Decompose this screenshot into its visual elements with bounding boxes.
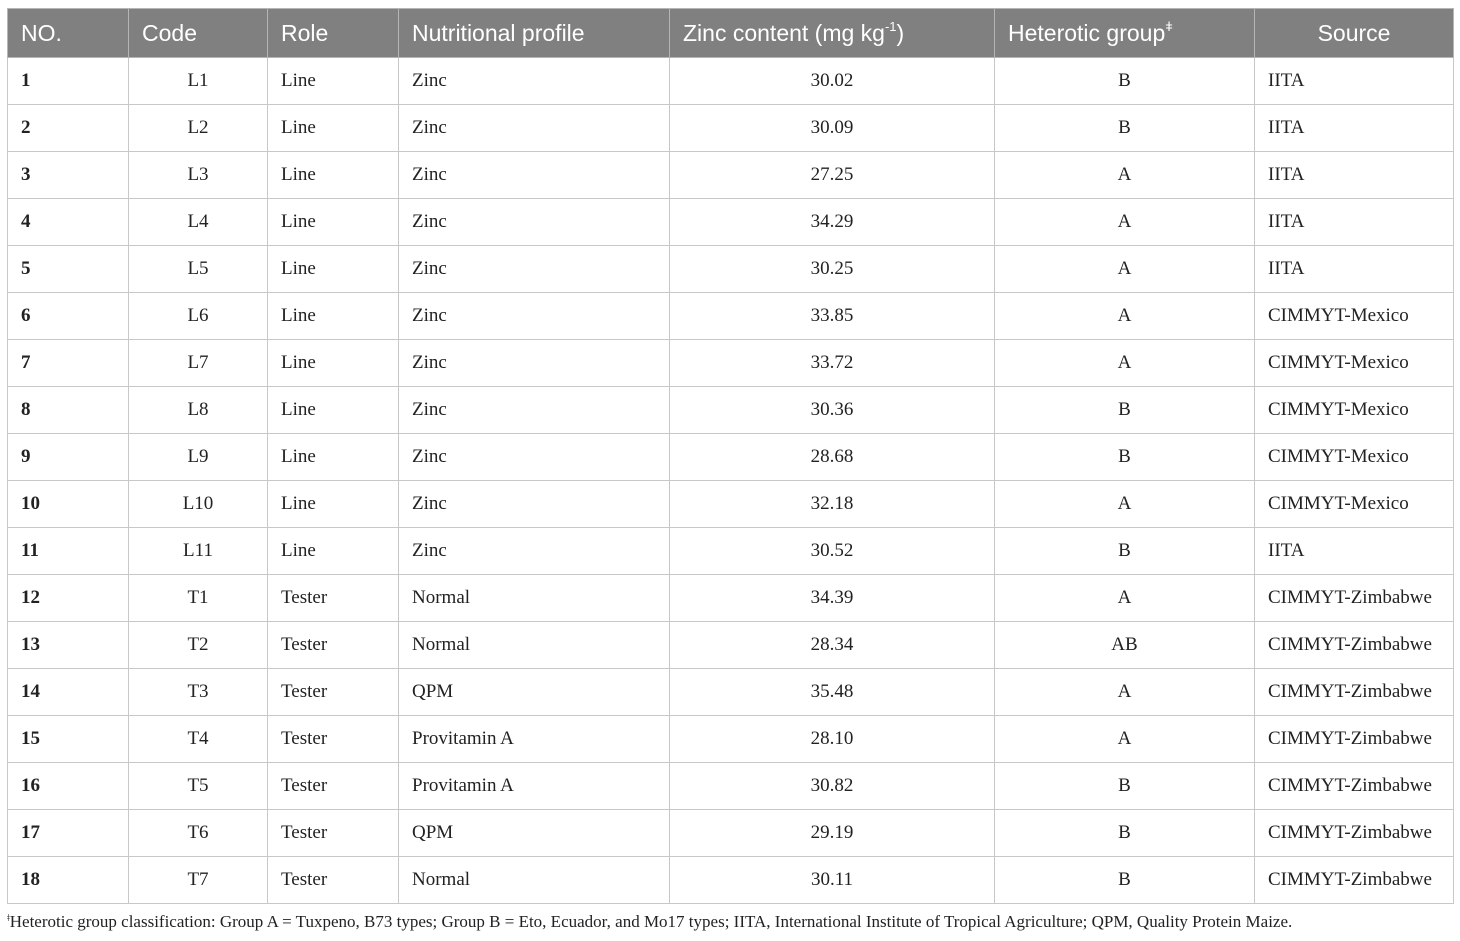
header-nutritional-profile: Nutritional profile [399,9,670,58]
table-header [8,9,1454,58]
table-row [8,58,1454,105]
cell-role: Line [268,481,399,528]
table-row [8,387,1454,434]
cell-source: CIMMYT-Zimbabwe [1255,716,1454,763]
cell-role: Line [268,387,399,434]
cell-zinc-content: 35.48 [670,669,995,716]
cell-source: CIMMYT-Mexico [1255,293,1454,340]
cell-code: L2 [129,105,268,152]
cell-no: 12 [8,575,129,622]
table-row [8,434,1454,481]
cell-nutritional-profile: Zinc [399,293,670,340]
cell-role: Line [268,199,399,246]
cell-source: IITA [1255,58,1454,105]
cell-nutritional-profile: Normal [399,857,670,904]
data-table [7,8,1454,904]
cell-zinc-content: 29.19 [670,810,995,857]
cell-role: Tester [268,763,399,810]
cell-zinc-content: 33.85 [670,293,995,340]
cell-no: 4 [8,199,129,246]
cell-nutritional-profile: Zinc [399,481,670,528]
table-footnote [7,912,1292,932]
cell-heterotic-group: A [995,152,1255,199]
cell-zinc-content: 28.10 [670,716,995,763]
cell-heterotic-group: A [995,481,1255,528]
cell-heterotic-group: B [995,387,1255,434]
cell-code: T2 [129,622,268,669]
cell-no: 7 [8,340,129,387]
cell-nutritional-profile: Provitamin A [399,763,670,810]
cell-heterotic-group: B [995,810,1255,857]
header-no: NO. [8,9,129,58]
cell-nutritional-profile: Zinc [399,152,670,199]
cell-no: 9 [8,434,129,481]
header-zinc-content [670,9,995,58]
cell-source: IITA [1255,105,1454,152]
cell-heterotic-group: A [995,293,1255,340]
cell-role: Line [268,152,399,199]
cell-code: L5 [129,246,268,293]
cell-source: CIMMYT-Mexico [1255,340,1454,387]
header-source: Source [1255,9,1454,58]
table-row [8,293,1454,340]
cell-heterotic-group: AB [995,622,1255,669]
cell-nutritional-profile: Normal [399,622,670,669]
cell-nutritional-profile: Zinc [399,387,670,434]
cell-code: T3 [129,669,268,716]
cell-no: 1 [8,58,129,105]
cell-nutritional-profile: Provitamin A [399,716,670,763]
table-row [8,152,1454,199]
cell-nutritional-profile: Normal [399,575,670,622]
cell-code: L3 [129,152,268,199]
cell-no: 13 [8,622,129,669]
cell-code: L7 [129,340,268,387]
header-zinc-close: ) [896,20,905,46]
header-zinc-label: Zinc content (mg kg [683,20,885,46]
cell-source: CIMMYT-Mexico [1255,434,1454,481]
cell-nutritional-profile: Zinc [399,199,670,246]
cell-code: L1 [129,58,268,105]
footnote-mark: ǂ [7,912,10,924]
cell-code: T4 [129,716,268,763]
table-row [8,105,1454,152]
cell-source: CIMMYT-Mexico [1255,387,1454,434]
cell-no: 17 [8,810,129,857]
cell-zinc-content: 30.09 [670,105,995,152]
table-row [8,763,1454,810]
cell-source: IITA [1255,246,1454,293]
cell-heterotic-group: A [995,575,1255,622]
table-row [8,716,1454,763]
cell-role: Tester [268,810,399,857]
table-container [7,8,1453,904]
cell-role: Line [268,293,399,340]
header-row [8,9,1454,58]
cell-source: CIMMYT-Zimbabwe [1255,622,1454,669]
cell-heterotic-group: A [995,340,1255,387]
cell-no: 18 [8,857,129,904]
cell-zinc-content: 30.25 [670,246,995,293]
cell-nutritional-profile: Zinc [399,528,670,575]
cell-code: T6 [129,810,268,857]
cell-role: Tester [268,857,399,904]
cell-role: Line [268,105,399,152]
cell-heterotic-group: A [995,669,1255,716]
footnote-text: Heterotic group classification: Group A = Tuxpeno, B73 types; Group B = Eto, Ecuador, and Mo17 types; IITA, International Institute of Tropical Agriculture; QPM, Quality Protein Maize. [9,912,1293,931]
cell-nutritional-profile: Zinc [399,340,670,387]
table-row [8,669,1454,716]
header-heterotic-label: Heterotic group [1008,20,1166,46]
cell-code: T1 [129,575,268,622]
cell-nutritional-profile: QPM [399,669,670,716]
cell-source: CIMMYT-Zimbabwe [1255,857,1454,904]
cell-zinc-content: 27.25 [670,152,995,199]
cell-source: CIMMYT-Zimbabwe [1255,763,1454,810]
table-row [8,246,1454,293]
cell-zinc-content: 30.52 [670,528,995,575]
cell-heterotic-group: B [995,434,1255,481]
table-row [8,622,1454,669]
cell-role: Tester [268,669,399,716]
cell-no: 11 [8,528,129,575]
cell-zinc-content: 30.02 [670,58,995,105]
cell-role: Line [268,246,399,293]
cell-heterotic-group: B [995,528,1255,575]
cell-no: 3 [8,152,129,199]
table-row [8,528,1454,575]
cell-code: L6 [129,293,268,340]
cell-source: IITA [1255,199,1454,246]
cell-code: L11 [129,528,268,575]
cell-no: 15 [8,716,129,763]
table-row [8,340,1454,387]
cell-zinc-content: 32.18 [670,481,995,528]
cell-zinc-content: 28.34 [670,622,995,669]
cell-zinc-content: 28.68 [670,434,995,481]
cell-nutritional-profile: Zinc [399,434,670,481]
cell-role: Line [268,340,399,387]
cell-zinc-content: 34.29 [670,199,995,246]
cell-no: 8 [8,387,129,434]
cell-role: Line [268,528,399,575]
cell-no: 10 [8,481,129,528]
cell-no: 14 [8,669,129,716]
cell-role: Tester [268,575,399,622]
table-row [8,481,1454,528]
cell-heterotic-group: A [995,199,1255,246]
cell-source: CIMMYT-Mexico [1255,481,1454,528]
cell-zinc-content: 30.11 [670,857,995,904]
table-row [8,810,1454,857]
cell-heterotic-group: B [995,58,1255,105]
cell-role: Line [268,434,399,481]
cell-code: T5 [129,763,268,810]
cell-source: CIMMYT-Zimbabwe [1255,575,1454,622]
cell-nutritional-profile: Zinc [399,246,670,293]
cell-code: L8 [129,387,268,434]
table-row [8,199,1454,246]
header-heterotic-footnote-mark: ǂ [1165,19,1173,34]
header-heterotic-group [995,9,1255,58]
cell-zinc-content: 30.82 [670,763,995,810]
cell-code: L4 [129,199,268,246]
cell-source: CIMMYT-Zimbabwe [1255,810,1454,857]
cell-heterotic-group: B [995,857,1255,904]
cell-heterotic-group: B [995,105,1255,152]
cell-source: CIMMYT-Zimbabwe [1255,669,1454,716]
cell-code: L10 [129,481,268,528]
cell-zinc-content: 30.36 [670,387,995,434]
cell-zinc-content: 33.72 [670,340,995,387]
cell-source: IITA [1255,528,1454,575]
cell-no: 6 [8,293,129,340]
cell-zinc-content: 34.39 [670,575,995,622]
cell-code: T7 [129,857,268,904]
cell-source: IITA [1255,152,1454,199]
cell-role: Line [268,58,399,105]
cell-code: L9 [129,434,268,481]
header-zinc-unit-exponent: -1 [884,19,897,34]
header-role: Role [268,9,399,58]
cell-role: Tester [268,622,399,669]
table-row [8,857,1454,904]
table-body [8,58,1454,904]
cell-heterotic-group: A [995,716,1255,763]
cell-heterotic-group: A [995,246,1255,293]
cell-heterotic-group: B [995,763,1255,810]
cell-no: 5 [8,246,129,293]
cell-nutritional-profile: Zinc [399,105,670,152]
cell-no: 16 [8,763,129,810]
table-row [8,575,1454,622]
cell-role: Tester [268,716,399,763]
cell-nutritional-profile: QPM [399,810,670,857]
cell-nutritional-profile: Zinc [399,58,670,105]
cell-no: 2 [8,105,129,152]
header-code: Code [129,9,268,58]
